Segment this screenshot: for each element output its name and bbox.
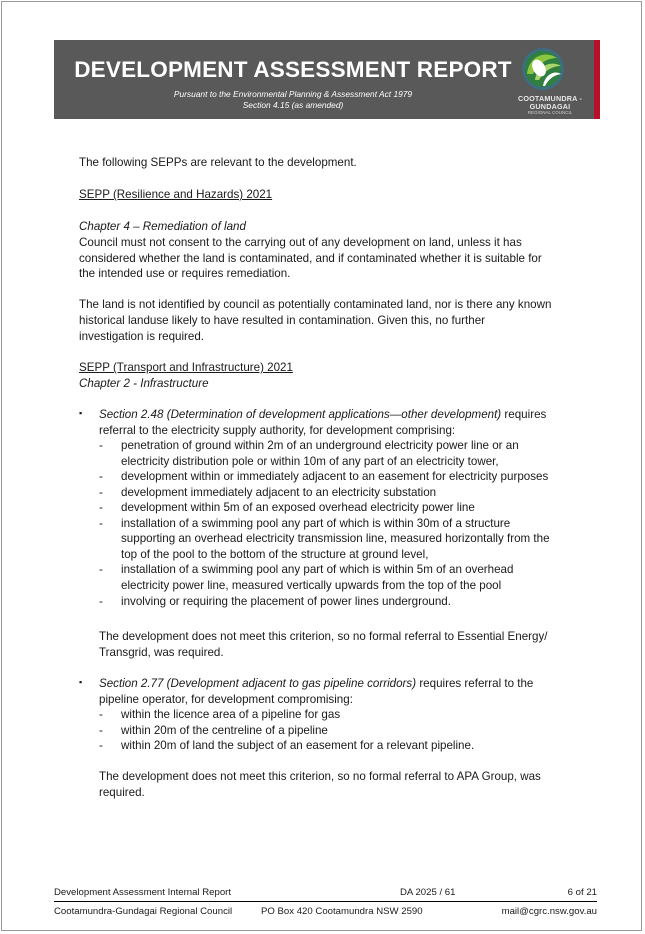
gas-criterion-line: within 20m of the centreline of a pipeline [121,723,328,737]
electricity-conclusion-line: The development does not meet this criterion, so no formal referral to Essential Energy/ [99,630,548,643]
sepp-resilience-chapter: Chapter 4 – Remediation of land [79,220,246,233]
section-248-line [99,407,579,423]
electricity-criterion-line: top of the pool to the bottom of the structure at ground level, [121,547,429,561]
remediation-text-line: Council must not consent to the carrying out of any development on land, unless it has [79,236,522,249]
sepp-transport-heading: SEPP (Transport and Infrastructure) 2021 [79,361,293,374]
logo-tagline: REGIONAL COUNCIL [527,110,573,115]
electricity-criterion-line: development immediately adjacent to an electricity substation [121,485,437,499]
electricity-criterion-line: electricity distribution pole or within 10m of any part of an electricity tower, [121,454,499,468]
electricity-conclusion-line: Transgrid, was required. [99,645,224,659]
footer-divider [54,901,597,902]
dash-marker: - [99,739,103,752]
sepp-transport-chapter: Chapter 2 - Infrastructure [79,377,209,390]
report-act-subtitle: Pursuant to the Environmental Planning & Assessment Act 1979 [173,89,413,99]
section-277-line: pipeline operator, for development compromising: [99,692,353,706]
section-277-rest: requires referral to the [419,677,534,690]
section-248-line: referral to the electricity supply authority, for development comprising: [99,423,456,437]
dash-marker: - [99,594,103,608]
electricity-criterion-line: development within or immediately adjacent to an easement for electricity purposes [121,470,549,484]
dash-marker: - [99,723,103,737]
footer-council-name: Cootamundra-Gundagai Regional Council [54,906,233,917]
footer-da-number: DA 2025 / 61 [400,887,456,898]
section-277-label: Section 2.77 (Development adjacent to gas pipeline corridors) [99,677,417,690]
section-248-title: (Determination of development applications—other development) [166,408,502,421]
report-title: DEVELOPMENT ASSESSMENT REPORT [74,57,512,82]
logo-name: COOTAMUNDRA - GUNDAGAI [517,94,583,111]
section-248-requires: requires [504,408,547,421]
dash-marker: - [99,563,103,577]
report-header-banner [54,40,600,119]
leaf-logo-icon [515,44,585,96]
contamination-text-line: investigation is required. [79,329,205,343]
gas-conclusion-line: The development does not meet this criterion, so no formal referral to APA Group, was [99,770,541,783]
contamination-text-line: historical landuse likely to have resulted in contamination. Given this, no further [79,314,485,327]
dash-marker: - [99,485,103,499]
electricity-criterion-line: installation of a swimming pool any part of which is within 5m of an overhead [121,563,514,577]
electricity-criterion-line: involving or requiring the placement of power lines underground. [121,594,451,608]
report-section-subtitle: Section 4.15 (as amended) [242,100,344,110]
remediation-text-line: considered whether the land is contaminated, and if contaminated whether it is suitable for [79,251,542,265]
electricity-criterion-line: installation of a swimming pool any part of which is within 30m of a structure [121,516,511,530]
dash-marker: - [99,708,103,721]
dash-marker: - [99,516,103,530]
footer-report-type: Development Assessment Internal Report [54,887,232,898]
contamination-text-line: The land is not identified by council as potentially contaminated land, nor is there any known [79,298,552,311]
section-248-label: Section 2.48 [99,408,164,421]
gas-criterion-line: within the licence area of a pipeline for gas [121,708,341,721]
gas-criterion-line: within 20m of land the subject of an easement for a relevant pipeline. [121,739,475,752]
sepp-resilience-heading: SEPP (Resilience and Hazards) 2021 [79,188,273,201]
footer-email: mail@cgrc.nsw.gov.au [501,906,597,917]
dash-marker: - [99,439,103,452]
electricity-criterion-line: electricity power line, measured vertically upwards from the top of the pool [121,578,502,592]
footer-address: PO Box 420 Cootamundra NSW 2590 [261,906,423,917]
bullet-icon: ▪ [79,677,83,687]
electricity-criterion-line: development within 5m of an exposed overhead electricity power line [121,501,475,515]
electricity-criterion-line: supporting an overhead electricity transmission line, measured horizontally from the [121,532,550,546]
dash-marker: - [99,470,103,484]
section-277-line [99,676,579,692]
intro-paragraph: The following SEPPs are relevant to the development. [79,156,357,169]
electricity-criterion-line: penetration of ground within 2m of an underground electricity power line or an [121,439,519,452]
bullet-icon: ▪ [79,408,83,418]
remediation-text-line: the intended use or requires remediation. [79,267,291,280]
gas-conclusion-line: required. [99,785,145,799]
footer-page-number: 6 of 21 [567,887,597,898]
dash-marker: - [99,501,103,515]
council-logo [515,44,585,116]
